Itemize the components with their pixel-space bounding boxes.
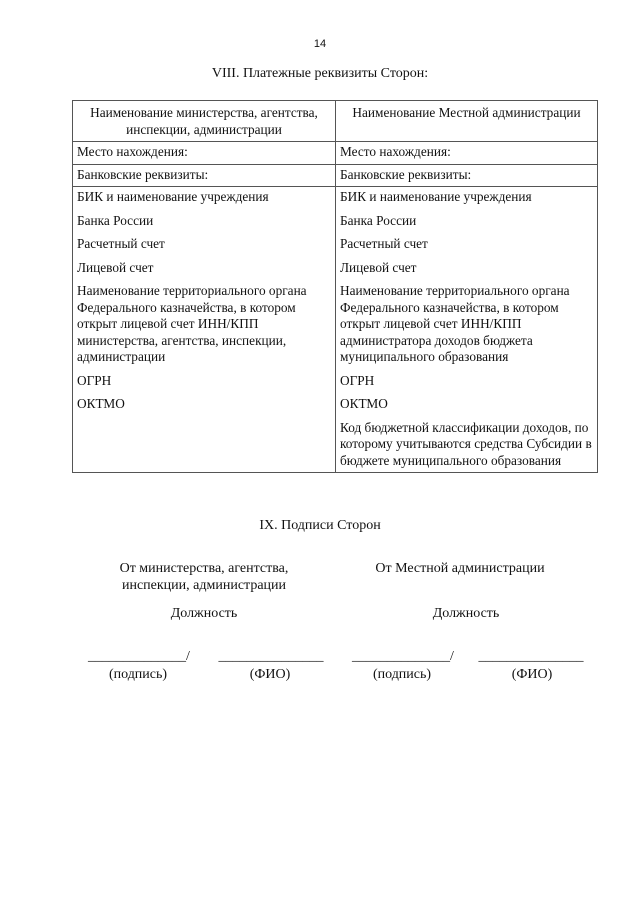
table-row-details — [73, 187, 598, 473]
name-line-local-administration: _______________ — [478, 649, 584, 664]
entry-account: Расчетный счет — [77, 236, 165, 251]
position-label-ministry: Должность — [170, 606, 238, 621]
signature-line-ministry: ______________/ — [88, 649, 190, 664]
name-caption-local-administration: (ФИО) — [511, 667, 553, 682]
entry-ogrn: ОГРН — [77, 372, 112, 388]
entry-treasury: Наименование территориального органа Федерального казначейства, в котором открыт лицевой счет ИНН/КПП министерства, агентства, инспекции, администрации — [77, 283, 307, 364]
bank-ministry: Банковские реквизиты: — [73, 164, 336, 187]
signature-heading-ministry: От министерства, агентства, инспекции, администрации — [119, 561, 289, 593]
table-row-location — [73, 142, 598, 165]
signature-line-local-administration: ______________/ — [352, 649, 454, 664]
signature-caption-local-administration: (подпись) — [372, 667, 432, 682]
table-header-row — [73, 101, 598, 142]
entry-account: Расчетный счет — [340, 236, 428, 251]
name-caption-ministry: (ФИО) — [249, 667, 291, 682]
entry-personal-account: Лицевой счет — [77, 259, 154, 275]
entry-oktmo: ОКТМО — [340, 396, 388, 411]
entry-bik: БИК и наименование учреждения — [77, 189, 269, 204]
entry-oktmo: ОКТМО — [77, 396, 125, 411]
page-number: 14 — [313, 38, 327, 50]
location-local-administration: Место нахождения: — [336, 142, 598, 165]
name-line-ministry: _______________ — [218, 649, 324, 664]
signature-heading-local-administration: От Местной администрации — [375, 561, 545, 576]
position-label-local-administration: Должность — [432, 606, 500, 621]
entry-budget-classification-code: Код бюджетной классификации доходов, по которому учитываются средства Субсидии в бюджете муниципального образования — [340, 419, 592, 468]
entry-bik: БИК и наименование учреждения — [340, 189, 532, 204]
payment-details-table — [72, 100, 598, 473]
entry-ogrn: ОГРН — [340, 372, 375, 388]
details-ministry — [73, 187, 336, 473]
signature-caption-ministry: (подпись) — [108, 667, 168, 682]
section-title-payment-details: VIII. Платежные реквизиты Сторон: — [211, 66, 429, 81]
table-row-bank — [73, 164, 598, 187]
bank-local-administration: Банковские реквизиты: — [336, 164, 598, 187]
entry-personal-account: Лицевой счет — [340, 259, 417, 275]
entry-bank: Банка России — [340, 212, 417, 228]
entry-bank: Банка России — [77, 212, 154, 228]
header-ministry: Наименование министерства, агентства, инспекции, администрации — [73, 101, 336, 142]
header-local-administration: Наименование Местной администрации — [336, 101, 598, 142]
entry-treasury: Наименование территориального органа Федерального казначейства, в котором открыт лицевой счет ИНН/КПП администратора доходов бюджета муниципального образования — [340, 283, 570, 364]
location-ministry: Место нахождения: — [73, 142, 336, 165]
details-local-administration — [336, 187, 598, 473]
section-title-signatures: IX. Подписи Сторон — [259, 518, 381, 533]
